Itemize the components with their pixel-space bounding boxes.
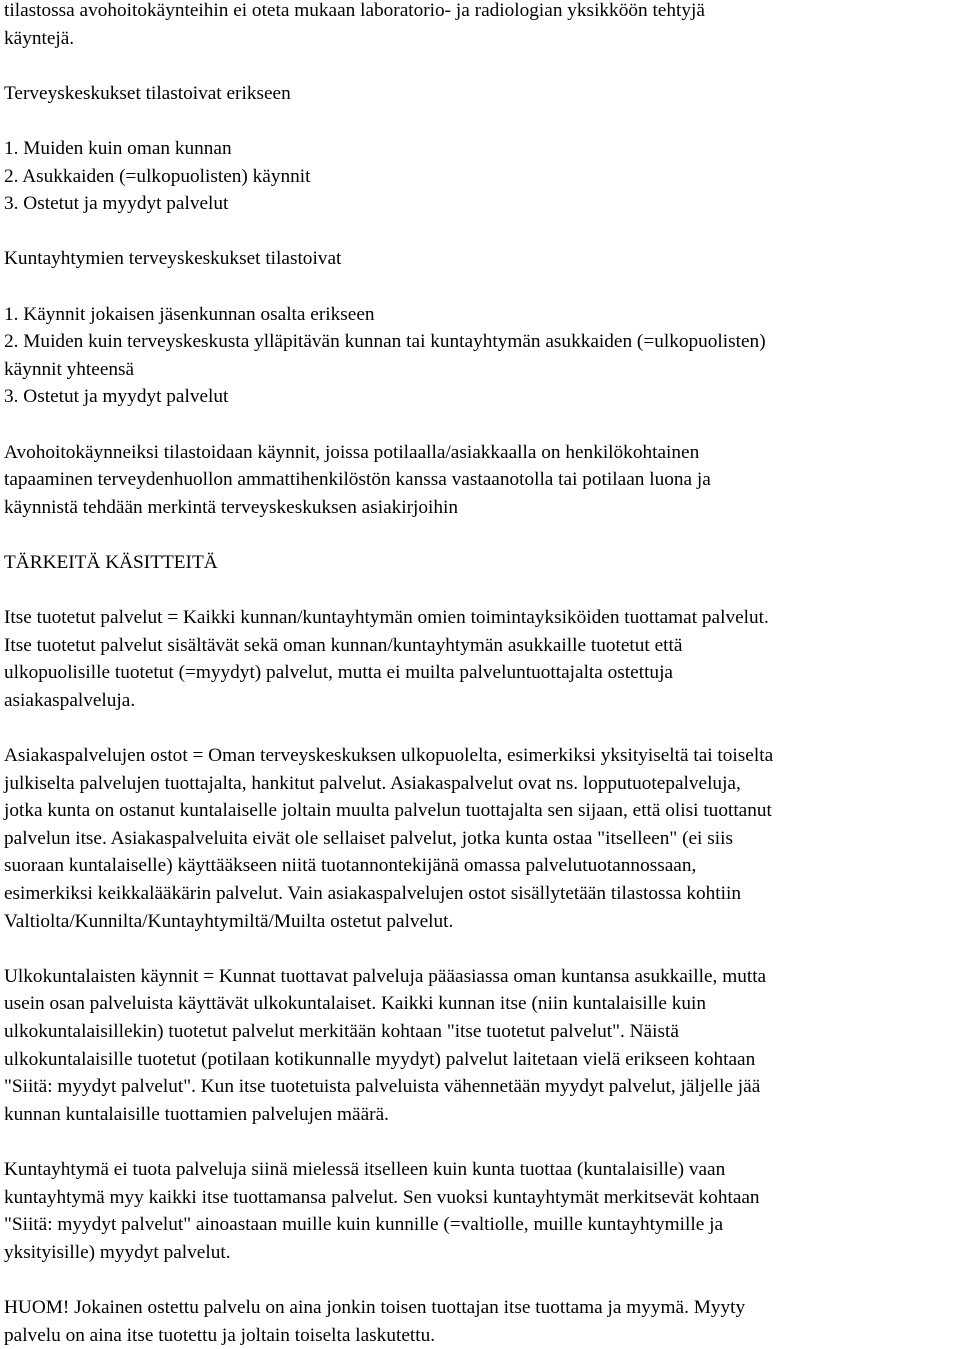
paragraph-non-resident-visits: Ulkokuntalaisten käynnit = Kunnat tuottavat palveluja pääasiassa oman kuntansa asukkaille, mutta usein osan palveluista käyttävät ulkokuntalaiset. Kaikki kunnan itse (niin kuntalaisille kuin ulkokuntalaisillekin) tuotetut palvelut merkitään kohtaan "itse tuotetut palvelut". Näistä ulkokuntalaisille tuotetut (potilaan kotikunnalle myydyt) palvelut laitetaan vielä erikseen kohtaan "Siitä: myydyt palvelut". Kun itse tuotetuista palveluista vähennetään myydyt palvelut, jäljelle jää kunnan kuntalaisille tuottamien palvelujen määrä. (4, 965, 767, 1125)
paragraph-federation-sales: Kuntayhtymä ei tuota palveluja siinä mielessä itselleen kuin kunta tuottaa (kuntalaisille) vaan kuntayhtymä myy kaikki itse tuottamansa palvelut. Sen vuoksi kuntayhtymät merkitsevät kohtaan "Siitä: myydyt palvelut" ainoastaan muille kuin kunnille (=valtiolle, muille kuntayhtymille ja yksityisille) myydyt palvelut. (4, 1158, 760, 1263)
paragraph-self-produced-services: Itse tuotetut palvelut = Kaikki kunnan/kuntayhtymän omien toimintayksiköiden tuottamat palvelut. Itse tuotetut palvelut sisältävät sekä oman kunnan/kuntayhtymän asukkaille tuotetut että ulkopuolisille tuotetut (=myydyt) palvelut, mutta ei muilta palveluntuottajalta ostettuja asiakaspalveluja. (4, 607, 769, 711)
paragraph-intro-continuation: tilastossa avohoitokäynteihin ei oteta mukaan laboratorio- ja radiologian yksikköön tehtyjä käyntejä. (4, 0, 705, 49)
paragraph-customer-service-purchases: Asiakaspalvelujen ostot = Oman terveyskeskuksen ulkopuolelta, esimerkiksi yksityiseltä tai toiselta julkiselta palvelujen tuottajalta, hankitut palvelut. Asiakaspalvelut ovat ns. lopputuotepalveluja, jotka kunta on ostanut kuntalaiselle joltain muulta palvelun tuottajalta sen sijaan, että olisi tuottanut palvelun itse. Asiakaspalveluita eivät ole sellaiset palvelut, jotka kunta ostaa "itselleen" (ei siis suoraan kuntalaiselle) käyttääkseen niitä tuotannontekijänä omassa palvelutuotannossaan, esimerkiksi keikkalääkärin palvelut. Vain asiakaspalvelujen ostot sisällytetään tilastossa kohtiin Valtiolta/Kunnilta/Kuntayhtymiltä/Muilta ostetut palvelut. (4, 745, 774, 932)
paragraph-note: HUOM! Jokainen ostettu palvelu on aina jonkin toisen tuottajan itse tuottama ja myymä. Myyty palvelu on aina itse tuotettu ja joltain toiselta laskutettu. (4, 1296, 746, 1346)
list-health-centers: 1. Muiden kuin oman kunnan 2. Asukkaiden (=ulkopuolisten) käynnit 3. Ostetut ja myydyt palvelut (4, 137, 311, 215)
heading-federations-record: Kuntayhtymien terveyskeskukset tilastoivat (4, 248, 342, 270)
heading-health-centers-record: Terveyskeskukset tilastoivat erikseen (4, 82, 291, 104)
document-body (4, 0, 958, 1349)
heading-key-concepts: TÄRKEITÄ KÄSITTEITÄ (4, 551, 218, 573)
paragraph-outpatient-definition: Avohoitokäynneiksi tilastoidaan käynnit, joissa potilaalla/asiakkaalla on henkilökohtainen tapaaminen terveydenhuollon ammattihenkilöstön kanssa vastaanotolla tai potilaan luona ja käynnistä tehdään merkintä terveyskeskuksen asiakirjoihin (4, 441, 711, 518)
list-federations: 1. Käynnit jokaisen jäsenkunnan osalta erikseen 2. Muiden kuin terveyskeskusta ylläpitävän kunnan tai kuntayhtymän asukkaiden (=ulkopuolisten) käynnit yhteensä 3. Ostetut ja myydyt palvelut (4, 303, 766, 408)
